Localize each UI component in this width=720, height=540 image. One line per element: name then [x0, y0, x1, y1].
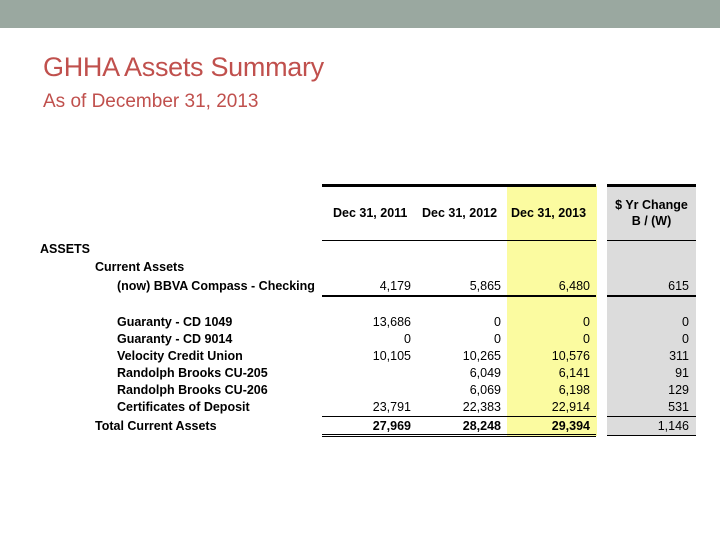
- header-bottom-rule: [322, 240, 596, 241]
- row-label: (now) BBVA Compass - Checking: [117, 279, 315, 293]
- subsection-current-assets: Current Assets: [95, 260, 185, 274]
- cell-change: 311: [669, 349, 689, 363]
- subtotal-rule: [322, 416, 596, 417]
- cell-2012: 6,069: [469, 383, 501, 397]
- total-label: Total Current Assets: [95, 419, 217, 433]
- total-2013: 29,394: [551, 419, 590, 433]
- total-2011: 27,969: [372, 419, 411, 433]
- row-label: Velocity Credit Union: [117, 349, 243, 363]
- row-label: Certificates of Deposit: [117, 400, 250, 414]
- cell-change: 91: [675, 366, 689, 380]
- total-change: 1,146: [657, 419, 689, 433]
- cell-2011: 4,179: [379, 279, 411, 293]
- cell-2012: 10,265: [462, 349, 501, 363]
- cell-2013: 22,914: [551, 400, 590, 414]
- cell-change: 0: [682, 332, 689, 346]
- cell-2013: 0: [583, 315, 590, 329]
- header-bottom-rule-change: [607, 240, 696, 241]
- header-dec-2012: Dec 31, 2012: [422, 206, 498, 220]
- header-year-change: $ Yr Change: [615, 198, 688, 212]
- cell-2012: 0: [494, 315, 501, 329]
- section-assets: ASSETS: [40, 242, 91, 256]
- header-top-rule-change: [607, 184, 696, 187]
- cell-2013: 6,480: [558, 279, 590, 293]
- slide-title: GHHA Assets Summary: [43, 52, 324, 82]
- total-rule-change: [607, 435, 696, 436]
- total-2012: 28,248: [462, 419, 501, 433]
- cell-2011: 23,791: [372, 400, 411, 414]
- header-top-rule: [322, 184, 596, 187]
- cell-change: 129: [668, 383, 689, 397]
- subtotal-rule-change: [607, 416, 696, 417]
- slide-subtitle: As of December 31, 2013: [43, 91, 259, 112]
- checking-separator-rule-change: [607, 295, 696, 297]
- cell-2011: 13,686: [372, 315, 411, 329]
- dec-2013-highlight-column: [507, 186, 597, 436]
- row-label: Randolph Brooks CU-205: [117, 366, 268, 380]
- header-better-worse: B / (W): [631, 214, 672, 228]
- cell-2012: 5,865: [469, 279, 501, 293]
- cell-2013: 10,576: [551, 349, 590, 363]
- header-dec-2011: Dec 31, 2011: [333, 206, 408, 220]
- cell-change: 615: [668, 279, 689, 293]
- cell-2012: 0: [494, 332, 501, 346]
- header-dec-2013: Dec 31, 2013: [511, 206, 587, 220]
- checking-separator-rule: [322, 295, 596, 297]
- cell-2011: 0: [404, 332, 411, 346]
- total-double-rule: [322, 434, 596, 440]
- cell-2011: 10,105: [372, 349, 411, 363]
- row-label: Randolph Brooks CU-206: [117, 383, 268, 397]
- cell-2013: 6,198: [558, 383, 590, 397]
- cell-2012: 22,383: [462, 400, 501, 414]
- row-label: Guaranty - CD 1049: [117, 315, 233, 329]
- cell-2012: 6,049: [469, 366, 501, 380]
- row-label: Guaranty - CD 9014: [117, 332, 233, 346]
- cell-2013: 6,141: [558, 366, 590, 380]
- cell-change: 0: [682, 315, 689, 329]
- cell-2013: 0: [583, 332, 590, 346]
- cell-change: 531: [668, 400, 689, 414]
